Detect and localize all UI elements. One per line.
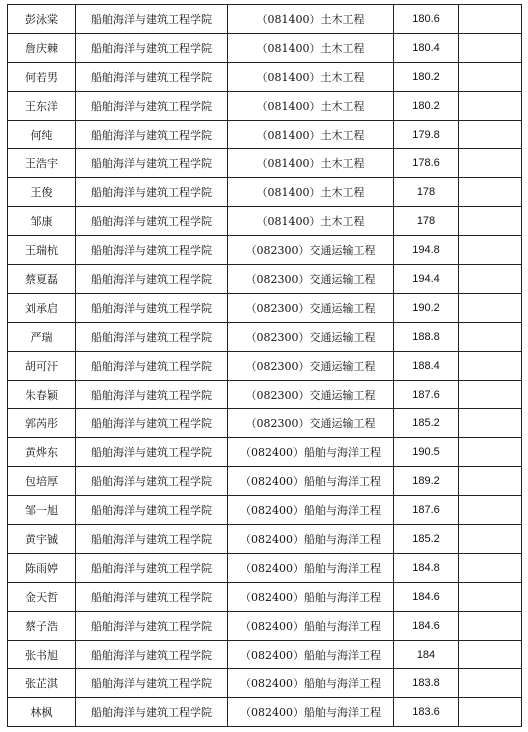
score-cell: 183.8 <box>394 669 459 698</box>
score-cell: 183.6 <box>394 698 459 727</box>
note-cell <box>459 640 522 669</box>
major-cell: （082300）交通运输工程 <box>228 236 394 265</box>
score-cell: 190.5 <box>394 438 459 467</box>
note-cell <box>459 496 522 525</box>
table-row <box>8 62 522 91</box>
table-row <box>8 467 522 496</box>
note-cell <box>459 236 522 265</box>
student-name-cell: 包培厚 <box>8 467 76 496</box>
major-cell: （081400）土木工程 <box>228 62 394 91</box>
table-row <box>8 669 522 698</box>
note-cell <box>459 525 522 554</box>
note-cell <box>459 380 522 409</box>
note-cell <box>459 293 522 322</box>
major-cell: （082300）交通运输工程 <box>228 351 394 380</box>
college-cell: 船舶海洋与建筑工程学院 <box>76 265 228 294</box>
table-row <box>8 351 522 380</box>
major-cell: （081400）土木工程 <box>228 33 394 62</box>
note-cell <box>459 351 522 380</box>
major-cell: （082300）交通运输工程 <box>228 409 394 438</box>
major-cell: （082300）交通运输工程 <box>228 322 394 351</box>
student-name-cell: 黄宇铖 <box>8 525 76 554</box>
student-name-cell: 金天哲 <box>8 582 76 611</box>
student-name-cell: 张芷淇 <box>8 669 76 698</box>
table-row <box>8 207 522 236</box>
table-row <box>8 120 522 149</box>
score-cell: 180.4 <box>394 33 459 62</box>
college-cell: 船舶海洋与建筑工程学院 <box>76 669 228 698</box>
college-cell: 船舶海洋与建筑工程学院 <box>76 640 228 669</box>
major-cell: （082300）交通运输工程 <box>228 293 394 322</box>
major-cell: （082400）船舶与海洋工程 <box>228 611 394 640</box>
table-row <box>8 178 522 207</box>
student-name-cell: 何纯 <box>8 120 76 149</box>
major-cell: （082400）船舶与海洋工程 <box>228 553 394 582</box>
table-row <box>8 640 522 669</box>
table-row <box>8 698 522 727</box>
major-cell: （081400）土木工程 <box>228 178 394 207</box>
score-cell: 194.4 <box>394 265 459 294</box>
table-row <box>8 91 522 120</box>
college-cell: 船舶海洋与建筑工程学院 <box>76 236 228 265</box>
admission-table <box>7 4 522 727</box>
score-cell: 184.6 <box>394 582 459 611</box>
student-name-cell: 胡可汗 <box>8 351 76 380</box>
table-row <box>8 496 522 525</box>
college-cell: 船舶海洋与建筑工程学院 <box>76 178 228 207</box>
note-cell <box>459 178 522 207</box>
major-cell: （082400）船舶与海洋工程 <box>228 582 394 611</box>
note-cell <box>459 409 522 438</box>
college-cell: 船舶海洋与建筑工程学院 <box>76 293 228 322</box>
table-row <box>8 33 522 62</box>
student-name-cell: 蔡子浩 <box>8 611 76 640</box>
major-cell: （082400）船舶与海洋工程 <box>228 496 394 525</box>
student-name-cell: 黄烨东 <box>8 438 76 467</box>
table-row <box>8 611 522 640</box>
college-cell: 船舶海洋与建筑工程学院 <box>76 438 228 467</box>
note-cell <box>459 553 522 582</box>
note-cell <box>459 62 522 91</box>
student-name-cell: 邹康 <box>8 207 76 236</box>
note-cell <box>459 582 522 611</box>
score-cell: 185.2 <box>394 525 459 554</box>
score-cell: 185.2 <box>394 409 459 438</box>
college-cell: 船舶海洋与建筑工程学院 <box>76 5 228 34</box>
score-cell: 184.8 <box>394 553 459 582</box>
student-name-cell: 严瑞 <box>8 322 76 351</box>
score-cell: 194.8 <box>394 236 459 265</box>
table-row <box>8 265 522 294</box>
college-cell: 船舶海洋与建筑工程学院 <box>76 91 228 120</box>
score-cell: 180.6 <box>394 5 459 34</box>
college-cell: 船舶海洋与建筑工程学院 <box>76 525 228 554</box>
score-cell: 180.2 <box>394 62 459 91</box>
student-name-cell: 王东洋 <box>8 91 76 120</box>
major-cell: （082300）交通运输工程 <box>228 380 394 409</box>
student-name-cell: 王俊 <box>8 178 76 207</box>
student-name-cell: 詹庆棘 <box>8 33 76 62</box>
college-cell: 船舶海洋与建筑工程学院 <box>76 322 228 351</box>
student-name-cell: 刘承启 <box>8 293 76 322</box>
college-cell: 船舶海洋与建筑工程学院 <box>76 380 228 409</box>
table-row <box>8 380 522 409</box>
note-cell <box>459 467 522 496</box>
score-cell: 179.8 <box>394 120 459 149</box>
student-name-cell: 陈雨婷 <box>8 553 76 582</box>
score-cell: 188.8 <box>394 322 459 351</box>
student-name-cell: 彭泳棠 <box>8 5 76 34</box>
note-cell <box>459 611 522 640</box>
college-cell: 船舶海洋与建筑工程学院 <box>76 351 228 380</box>
table-row <box>8 582 522 611</box>
score-cell: 180.2 <box>394 91 459 120</box>
table-row <box>8 149 522 178</box>
major-cell: （082300）交通运输工程 <box>228 265 394 294</box>
score-cell: 178.6 <box>394 149 459 178</box>
score-cell: 178 <box>394 178 459 207</box>
college-cell: 船舶海洋与建筑工程学院 <box>76 120 228 149</box>
college-cell: 船舶海洋与建筑工程学院 <box>76 553 228 582</box>
note-cell <box>459 438 522 467</box>
score-cell: 184 <box>394 640 459 669</box>
major-cell: （081400）土木工程 <box>228 207 394 236</box>
score-cell: 187.6 <box>394 496 459 525</box>
college-cell: 船舶海洋与建筑工程学院 <box>76 467 228 496</box>
college-cell: 船舶海洋与建筑工程学院 <box>76 33 228 62</box>
student-name-cell: 邹一旭 <box>8 496 76 525</box>
student-name-cell: 郭芮彤 <box>8 409 76 438</box>
college-cell: 船舶海洋与建筑工程学院 <box>76 409 228 438</box>
table-body <box>8 5 522 727</box>
college-cell: 船舶海洋与建筑工程学院 <box>76 698 228 727</box>
note-cell <box>459 265 522 294</box>
student-name-cell: 朱春颖 <box>8 380 76 409</box>
college-cell: 船舶海洋与建筑工程学院 <box>76 582 228 611</box>
score-cell: 190.2 <box>394 293 459 322</box>
student-name-cell: 何若男 <box>8 62 76 91</box>
table-row <box>8 553 522 582</box>
note-cell <box>459 33 522 62</box>
student-name-cell: 王瑞杭 <box>8 236 76 265</box>
college-cell: 船舶海洋与建筑工程学院 <box>76 207 228 236</box>
table-row <box>8 438 522 467</box>
major-cell: （081400）土木工程 <box>228 5 394 34</box>
table-row <box>8 409 522 438</box>
major-cell: （081400）土木工程 <box>228 120 394 149</box>
table-row <box>8 322 522 351</box>
note-cell <box>459 5 522 34</box>
major-cell: （082400）船舶与海洋工程 <box>228 698 394 727</box>
score-cell: 178 <box>394 207 459 236</box>
student-name-cell: 张书旭 <box>8 640 76 669</box>
student-name-cell: 王浩宇 <box>8 149 76 178</box>
college-cell: 船舶海洋与建筑工程学院 <box>76 611 228 640</box>
score-cell: 184.6 <box>394 611 459 640</box>
table-row <box>8 5 522 34</box>
major-cell: （082400）船舶与海洋工程 <box>228 438 394 467</box>
major-cell: （082400）船舶与海洋工程 <box>228 467 394 496</box>
major-cell: （081400）土木工程 <box>228 91 394 120</box>
college-cell: 船舶海洋与建筑工程学院 <box>76 62 228 91</box>
note-cell <box>459 669 522 698</box>
note-cell <box>459 207 522 236</box>
table-row <box>8 525 522 554</box>
table-row <box>8 236 522 265</box>
table-row <box>8 293 522 322</box>
college-cell: 船舶海洋与建筑工程学院 <box>76 496 228 525</box>
student-name-cell: 林枫 <box>8 698 76 727</box>
major-cell: （081400）土木工程 <box>228 149 394 178</box>
major-cell: （082400）船舶与海洋工程 <box>228 640 394 669</box>
note-cell <box>459 91 522 120</box>
score-cell: 189.2 <box>394 467 459 496</box>
college-cell: 船舶海洋与建筑工程学院 <box>76 149 228 178</box>
major-cell: （082400）船舶与海洋工程 <box>228 669 394 698</box>
note-cell <box>459 698 522 727</box>
score-cell: 187.6 <box>394 380 459 409</box>
score-cell: 188.4 <box>394 351 459 380</box>
student-name-cell: 蔡夏磊 <box>8 265 76 294</box>
note-cell <box>459 120 522 149</box>
major-cell: （082400）船舶与海洋工程 <box>228 525 394 554</box>
note-cell <box>459 322 522 351</box>
note-cell <box>459 149 522 178</box>
